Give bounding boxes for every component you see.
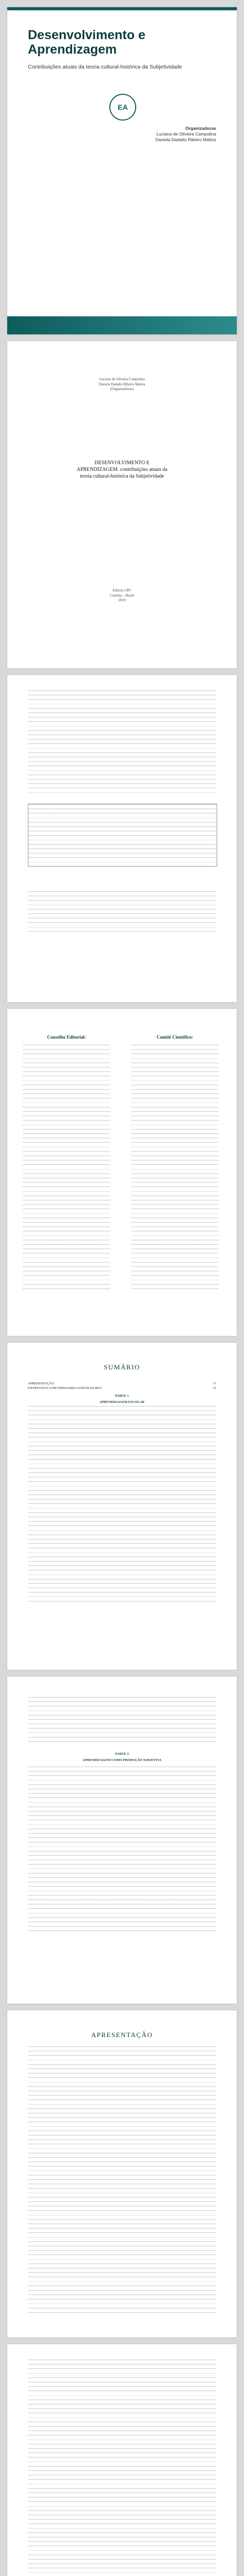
toc-entries [28, 1767, 216, 1931]
toc-item[interactable] [28, 1381, 216, 1386]
toc-part-title: APRENDIZAGEM COMO PRODUÇÃO SUBJETIVA [82, 1758, 162, 1762]
toc-item[interactable] [28, 1386, 216, 1391]
toc-item-title: ENTREVISTA COM FERNANDO GONZÁLEZ REY [28, 1386, 102, 1390]
toc-item-page: 11 [213, 1382, 216, 1385]
organizers-label: Organizadoras [185, 126, 216, 131]
toc-item-page: 15 [213, 1386, 216, 1390]
imprint-block [28, 588, 216, 603]
toc-part-label: PARTE 2 [115, 1752, 129, 1756]
presentation-page-2 [7, 2344, 237, 2576]
editorial-board-list [23, 1045, 110, 1292]
publisher-name: Editora CRV [112, 588, 132, 592]
cover-page [7, 7, 237, 334]
cataloging-card [28, 804, 217, 867]
book-title [28, 28, 216, 57]
cover-top-bar [7, 7, 237, 10]
toc-heading: SUMÁRIO [104, 1363, 140, 1371]
organizers-block [92, 126, 216, 143]
credits-block [28, 690, 216, 793]
catalog-page [7, 675, 237, 1002]
cover-bottom-band [7, 316, 237, 334]
presentation-page-1 [7, 2010, 237, 2337]
toc-page-1 [7, 1343, 237, 1670]
copyright-block [28, 891, 216, 933]
editor-name: Luciana de Oliveira Campolina [99, 377, 145, 381]
title-line: teoria cultural-histórica da Subjetividade [80, 473, 164, 479]
book-title-line-2: Aprendizagem [28, 42, 117, 57]
publication-year: 2019 [118, 598, 126, 602]
scientific-committee-list [131, 1045, 219, 1292]
toc-list [28, 1381, 216, 1602]
title-block [28, 460, 216, 480]
toc-item-title: APRESENTAÇÃO [28, 1382, 54, 1385]
book-subtitle: Contribuições atuais da teoria cultural-histórica da Subjetividade [28, 64, 182, 70]
editor-name: Daniela Dadalto Ribeiro Mattos [99, 382, 145, 386]
organizer-name: Daniela Dadalto Ribeiro Mattos [155, 137, 216, 142]
title-page [7, 341, 237, 668]
presentation-heading: APRESENTAÇÃO [91, 2031, 153, 2039]
organizer-name: Luciana de Oliveira Campolina [156, 131, 216, 137]
toc-part-title: APRENDIZAGEM ESCOLAR [99, 1400, 145, 1404]
publisher-city: Curitiba – Brasil [110, 593, 134, 598]
book-title-line-1: Desenvolvimento e [28, 28, 145, 42]
title-line: DESENVOLVIMENTO E [94, 460, 150, 466]
editorial-board-page [7, 1009, 237, 1336]
presentation-text [28, 2360, 216, 2576]
toc-entries [28, 1697, 216, 1743]
toc-page-2 [7, 1676, 237, 2004]
editors-block [28, 377, 216, 392]
editorial-board-title: Conselho Editorial: [47, 1035, 86, 1040]
toc-part-label: PARTE 1 [115, 1394, 129, 1398]
presentation-text [28, 2046, 216, 2314]
publisher-logo: EA [109, 94, 136, 121]
toc-entries [28, 1406, 216, 1602]
title-line: APRENDIZAGEM: contribuições atuais da [76, 467, 168, 472]
toc-part-block [28, 1749, 216, 1764]
editor-role: (Organizadoras) [110, 387, 134, 391]
scientific-committee-title: Comitê Científico: [156, 1035, 193, 1040]
